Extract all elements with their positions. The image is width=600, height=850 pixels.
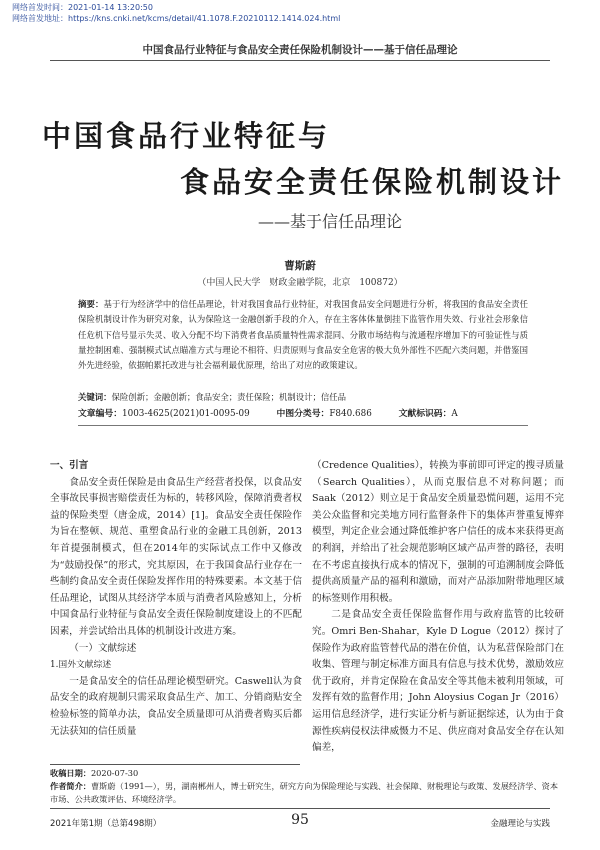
journal-name: 金融理论与实践 (490, 819, 550, 829)
body-column-left (50, 458, 302, 740)
paragraph: 二是食品安全责任保险监督作用与政府监管的比较研究。Omri Ben-Shahar，Kyle D Logue（2012）探讨了保险作为政府监管替代品的潜在价值，认为私营保险部门在收集、管理与制定标准方面具有信息与技术优势，激励效应优于政府，并肯定保险在食品安全等其他未被利用领域，可发挥有效的监督作用；John Aloysius Cogan Jr（2016）运用信息经济学，进行实证分析与新证据综述，认为由于食源性疾病侵权法律威慑力不足、供应商对食品安全存在认知偏差， (312, 609, 564, 754)
paragraph: （Credence Qualities），转换为事前即可评定的搜寻质量（Search Qualities），从而克服信息不对称问题；而Saak（2012）则立足于食品安全质量恐慌问题，运用不完美公众监督和完美地方同行监督条件下的集体声誉重复博弈模型，判定企业会通过降低维护客户信任的成本来获得更高的利润，并给出了社会规范影响区域产品声誉的路径，表明在不考虑直接执行成本的情况下，强制的可追溯制度会降低提供高质量产品的福利和激励，而对产品添加附带地理区域的标签则作用积极。 (312, 460, 564, 604)
subtitle: ——基于信任品理论 (257, 212, 402, 231)
received-value: 2020-07-30 (90, 768, 139, 778)
footer-rule (50, 808, 550, 809)
title-line-2: 食品安全责任保险机制设计 (180, 165, 565, 199)
subsubsection-heading: 1.国外文献综述 (50, 660, 112, 671)
keywords-text: 保险创新；金融创新；食品安全；责任保险；机制设计；信任品 (111, 392, 346, 402)
keywords-label: 关键词： (78, 392, 112, 402)
author-name: 曹斯蔚 (284, 260, 316, 272)
article-no-label: 文章编号： (78, 409, 122, 419)
body-column-right (312, 458, 564, 757)
abstract-text: 基于行为经济学中的信任品理论，针对我国食品行业特征，对我国食品安全问题进行分析，将我国的食品安全责任保险机制设计作为研究对象，认为保险这一金融创新手段的介入，存在主客体体量倒挂下监管作用失效、行业社会形象信任危机下信号显示失灵、收入分配不均下消费者食品质量特性需求混同、分散市场结构与流通程序增加下的可验证性与质量控制困难、强制模式试点瞄准方式与理论不相符、归责原则与食品安全危害的极大负外部性不匹配六类问题，并借鉴国外先进经验，依据帕累托改进与社会福利最优原理，给出了对应的政策建议。 (78, 299, 529, 371)
author-bio-text: 曹斯蔚（1991—），男，湖南郴州人，博士研究生，研究方向为保险理论与实践、社会保障、财税理论与政策、发展经济学、资本市场、公共政策评估、环境经济学。 (50, 781, 559, 804)
running-head-rule (50, 60, 550, 61)
publish-url[interactable]: 网络首发地址：https://kns.cnki.net/kcms/detail/41.1078.F.20210112.1414.024.html (12, 14, 341, 23)
received-date (50, 767, 560, 780)
publish-time: 网络首发时间：2021-01-14 13:20:50 (12, 3, 153, 12)
keywords (78, 390, 528, 404)
paragraph: 食品安全责任保险是由食品生产经营者投保，以食品安全事故民事损害赔偿责任为标的，转移风险，保障消费者权益的保险类型（唐金成，2014）[1]。食品安全责任保险作为旨在整顿、规范、重塑食品行业的金融工具创新，2013年首提强制模式，但在2014年的实际试点工作中又修改为“鼓励投保”的形式，究其原因，在于我国食品行业存在一些制约食品安全责任保险发挥作用的特殊要素。本文基于信任品理论，试图从其经济学本质与消费者风险感知上，分析中国食品行业特征与食品安全责任保险制度建设上的不匹配因素，并尝试给出具体的机制设计改进方案。 (50, 476, 302, 637)
author-affiliation: （中国人民大学 财政金融学院，北京 100872） (197, 278, 403, 288)
section-heading-intro: 一、引言 (50, 460, 89, 471)
subsection-heading: （一）文献综述 (69, 642, 137, 654)
doc-code: A (451, 409, 458, 419)
running-head: 中国食品行业特征与食品安全责任保险机制设计——基于信任品理论 (142, 44, 458, 56)
abstract-label: 摘要： (78, 299, 104, 309)
footnote-rule (50, 764, 300, 765)
abstract (78, 297, 528, 373)
page-number: 95 (291, 812, 309, 828)
abstract-rule (78, 425, 528, 426)
doc-code-label: 文献标识码： (398, 409, 452, 419)
issue-info: 2021年第1期（总第498期） (50, 819, 162, 829)
author-bio (50, 780, 560, 805)
clc-code: F840.686 (329, 409, 372, 419)
author-bio-label: 作者简介： (50, 781, 91, 791)
received-label: 收稿日期： (50, 768, 91, 778)
title-line-1: 中国食品行业特征与 (42, 119, 331, 153)
article-no: 1003-4625(2021)01-0095-09 (122, 409, 250, 419)
paragraph: 一是食品安全的信任品理论模型研究。Caswell认为食品安全的政府规制只需采取食品生产、加工、分销商贴安全检验标签的简单办法，食品安全质量即可从消费者购买后都无法获知的信任质量 (50, 675, 302, 737)
clc-label: 中图分类号： (276, 409, 330, 419)
document-info (78, 407, 528, 421)
